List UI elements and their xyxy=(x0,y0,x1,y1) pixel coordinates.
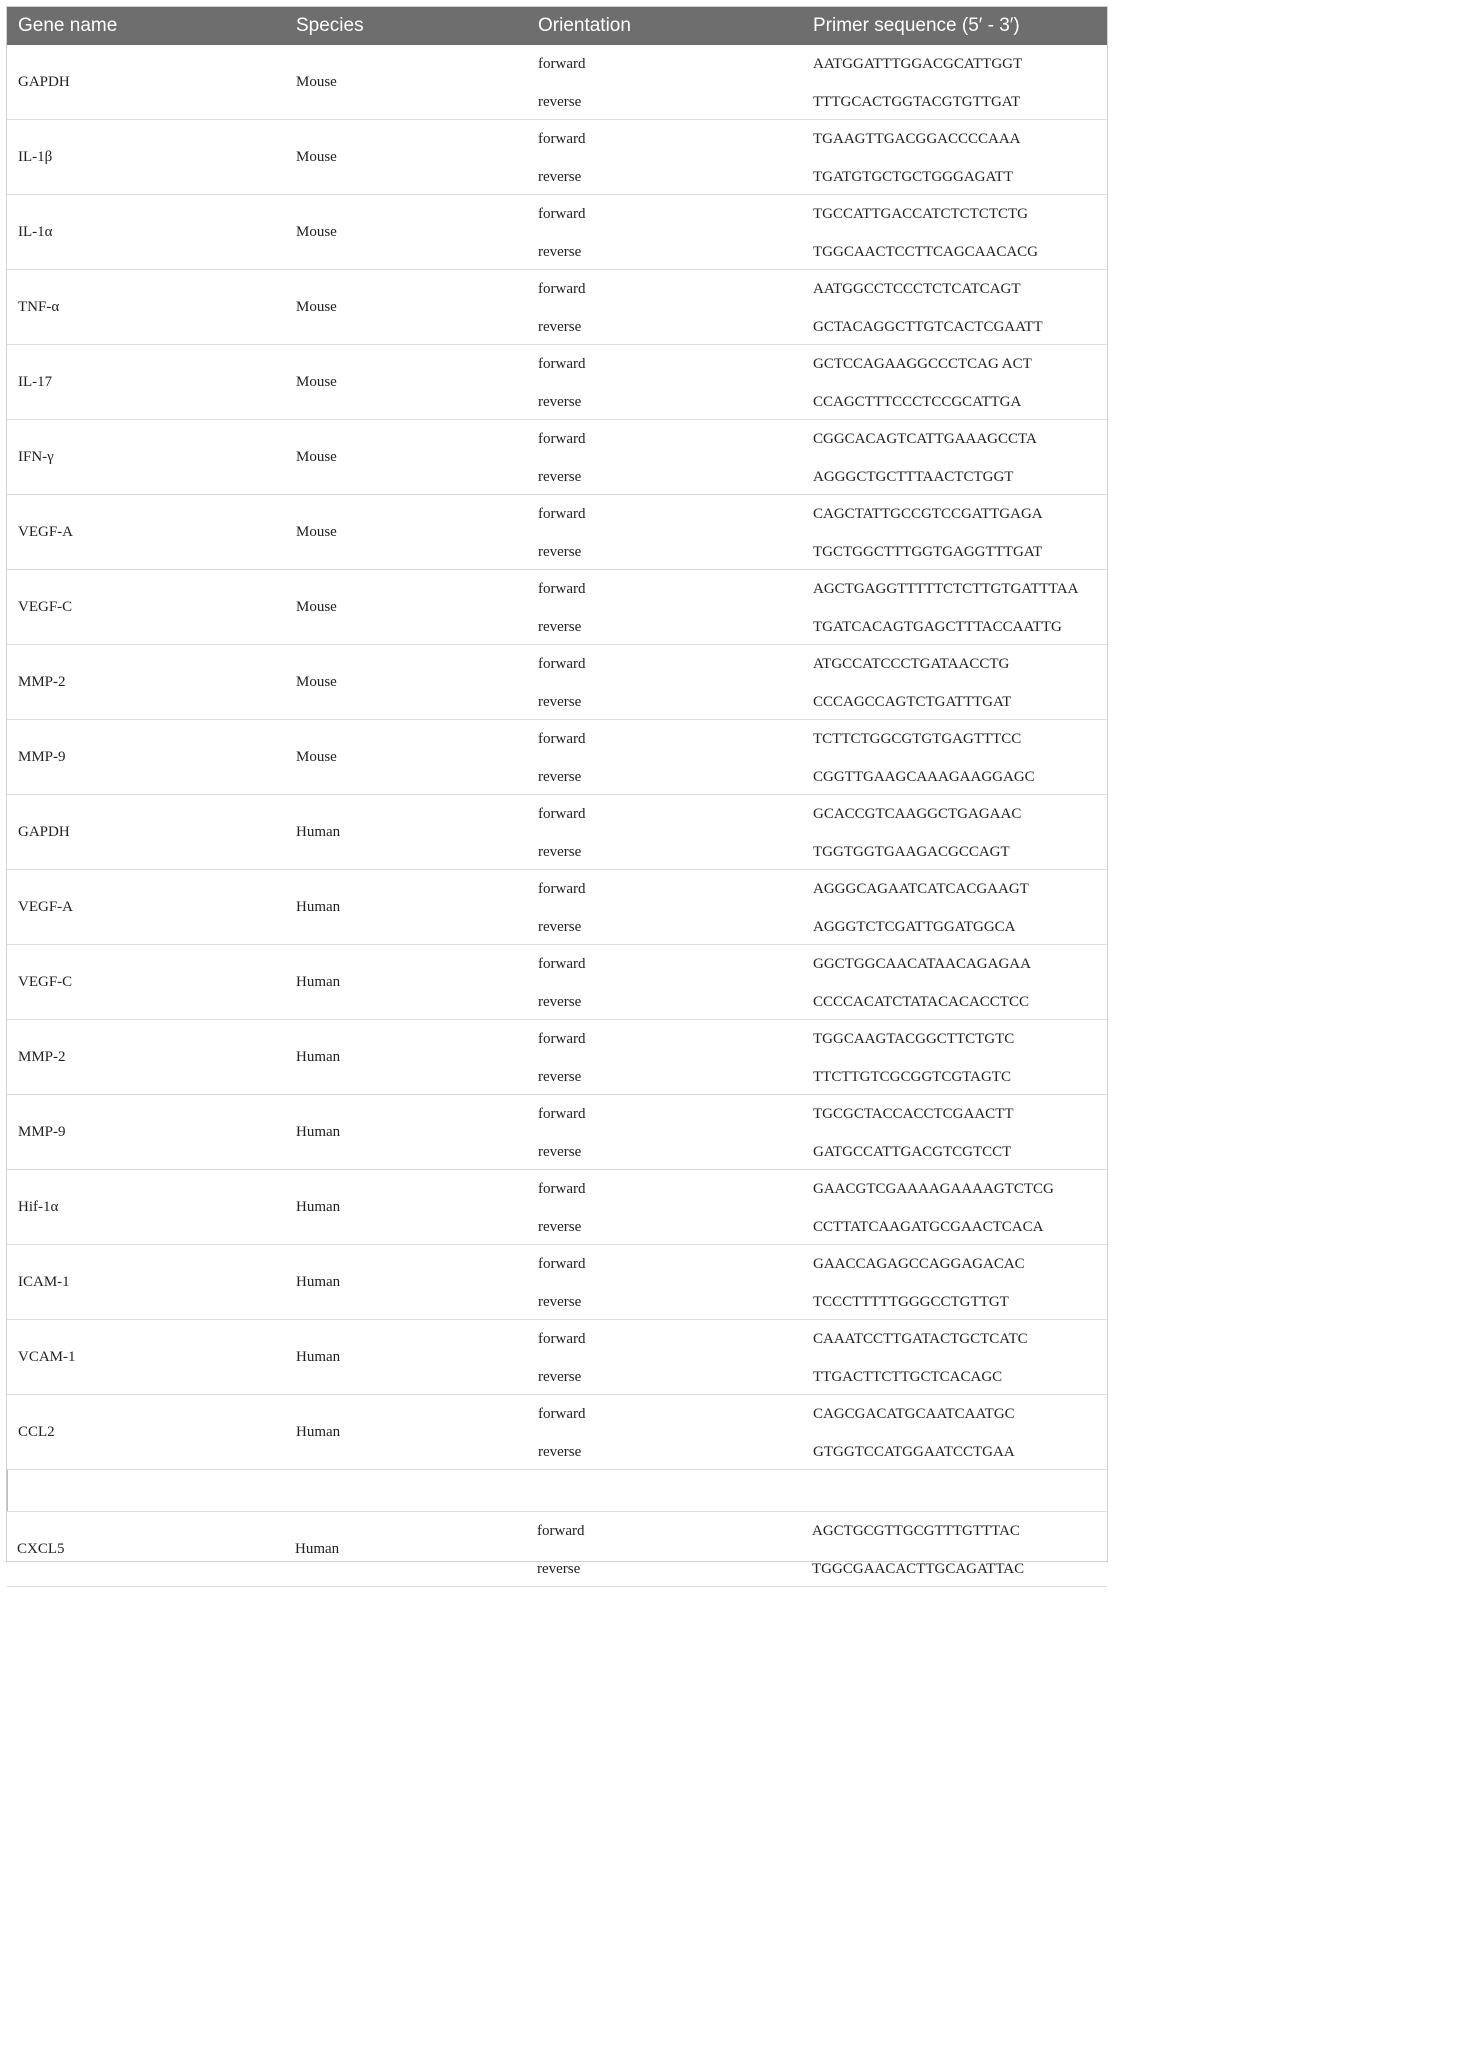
species: Mouse xyxy=(296,524,337,540)
table-row xyxy=(7,1512,1107,1587)
table-spacer-row xyxy=(7,1470,1107,1512)
orientation-reverse: reverse xyxy=(538,1444,582,1460)
species: Human xyxy=(296,1199,341,1215)
species: Mouse xyxy=(296,224,337,240)
species: Human xyxy=(296,974,341,990)
orientation-reverse: reverse xyxy=(538,1219,582,1235)
orientation-reverse: reverse xyxy=(538,619,582,635)
orientation-forward: forward xyxy=(538,956,586,972)
orientation-forward: forward xyxy=(538,281,586,297)
reverse-primer-sequence: TGATGTGCTGCTGGGAGATT xyxy=(813,169,1013,185)
forward-primer-sequence: CAGCGACATGCAATCAATGC xyxy=(813,1406,1015,1422)
species: Mouse xyxy=(296,749,337,765)
reverse-primer-sequence: TTTGCACTGGTACGTGTTGAT xyxy=(813,94,1021,110)
species: Human xyxy=(296,1049,341,1065)
species: Mouse xyxy=(296,449,337,465)
species: Mouse xyxy=(296,674,337,690)
orientation-forward: forward xyxy=(537,1523,585,1539)
orientation-reverse: reverse xyxy=(538,919,582,935)
primer-table xyxy=(6,6,1108,1577)
forward-primer-sequence: CGGCACAGTCATTGAAAGCCTA xyxy=(813,431,1037,447)
species: Mouse xyxy=(296,599,337,615)
species: Human xyxy=(296,1274,341,1290)
reverse-primer-sequence: CCAGCTTTCCCTCCGCATTGA xyxy=(813,394,1022,410)
gene-name: MMP-9 xyxy=(18,1124,66,1140)
forward-primer-sequence: TCTTCTGGCGTGTGAGTTTCC xyxy=(813,731,1022,747)
gene-name: IL-17 xyxy=(18,374,53,390)
gene-name: Hif-1α xyxy=(18,1199,59,1215)
species: Mouse xyxy=(296,74,337,90)
forward-primer-sequence: AGCTGCGTTGCGTTTGTTTAC xyxy=(812,1523,1020,1539)
reverse-primer-sequence: AGGGTCTCGATTGGATGGCA xyxy=(813,919,1016,935)
reverse-primer-sequence: TGGCAACTCCTTCAGCAACACG xyxy=(813,244,1039,260)
reverse-primer-sequence: CCCAGCCAGTCTGATTTGAT xyxy=(813,694,1012,710)
orientation-reverse: reverse xyxy=(538,1144,582,1160)
forward-primer-sequence: AGCTGAGGTTTTTCTCTTGTGATTTAA xyxy=(813,581,1079,597)
orientation-reverse: reverse xyxy=(538,169,582,185)
header-orientation: Orientation xyxy=(538,15,631,36)
forward-primer-sequence: AGGGCAGAATCATCACGAAGT xyxy=(813,881,1029,897)
forward-primer-sequence: AATGGCCTCCCTCTCATCAGT xyxy=(813,281,1021,297)
orientation-reverse: reverse xyxy=(538,1294,582,1310)
orientation-reverse: reverse xyxy=(538,244,582,260)
forward-primer-sequence: CAGCTATTGCCGTCCGATTGAGA xyxy=(813,506,1043,522)
reverse-primer-sequence: TTGACTTCTTGCTCACAGC xyxy=(813,1369,1003,1385)
orientation-reverse: reverse xyxy=(538,844,582,860)
table-row xyxy=(7,1320,1107,1395)
forward-primer-sequence: TGGCAAGTACGGCTTCTGTC xyxy=(813,1031,1015,1047)
gene-name: VEGF-C xyxy=(18,599,73,615)
gene-name: MMP-2 xyxy=(18,1049,66,1065)
gene-name: VEGF-A xyxy=(18,899,73,915)
orientation-forward: forward xyxy=(538,1031,586,1047)
orientation-forward: forward xyxy=(538,356,586,372)
gene-name: IFN-γ xyxy=(18,449,54,465)
header-gene-name: Gene name xyxy=(18,15,118,36)
species: Human xyxy=(296,1124,341,1140)
gene-name: CCL2 xyxy=(18,1424,55,1440)
species: Human xyxy=(296,1349,341,1365)
species: Human xyxy=(295,1541,340,1557)
reverse-primer-sequence: TGATCACAGTGAGCTTTACCAATTG xyxy=(813,619,1062,635)
reverse-primer-sequence: TCCCTTTTTGGGCCTGTTGT xyxy=(813,1294,1009,1310)
table-header xyxy=(7,7,1107,45)
reverse-primer-sequence: GTGGTCCATGGAATCCTGAA xyxy=(813,1444,1015,1460)
orientation-forward: forward xyxy=(538,656,586,672)
table-row xyxy=(7,195,1107,270)
orientation-forward: forward xyxy=(538,1181,586,1197)
reverse-primer-sequence: CGGTTGAAGCAAAGAAGGAGC xyxy=(813,769,1035,785)
orientation-forward: forward xyxy=(538,806,586,822)
table-row xyxy=(7,1095,1107,1170)
orientation-forward: forward xyxy=(538,56,586,72)
forward-primer-sequence: AATGGATTTGGACGCATTGGT xyxy=(813,56,1023,72)
gene-name: VCAM-1 xyxy=(18,1349,76,1365)
forward-primer-sequence: GGCTGGCAACATAACAGAGAA xyxy=(813,956,1031,972)
spacer-border-mark xyxy=(7,1470,8,1511)
table-row xyxy=(7,1020,1107,1095)
species: Mouse xyxy=(296,374,337,390)
header-primer-sequence: Primer sequence (5′ - 3′) xyxy=(813,15,1020,36)
orientation-reverse: reverse xyxy=(538,319,582,335)
table-row xyxy=(7,720,1107,795)
table-row xyxy=(7,795,1107,870)
table-row xyxy=(7,1170,1107,1245)
orientation-forward: forward xyxy=(538,581,586,597)
species: Human xyxy=(296,899,341,915)
table-row xyxy=(7,1395,1107,1470)
orientation-reverse: reverse xyxy=(538,994,582,1010)
orientation-forward: forward xyxy=(538,1331,586,1347)
gene-name: MMP-2 xyxy=(18,674,66,690)
orientation-forward: forward xyxy=(538,881,586,897)
orientation-forward: forward xyxy=(538,731,586,747)
species: Mouse xyxy=(296,299,337,315)
reverse-primer-sequence: TGCTGGCTTTGGTGAGGTTTGAT xyxy=(813,544,1043,560)
gene-name: GAPDH xyxy=(18,74,70,90)
reverse-primer-sequence: CCTTATCAAGATGCGAACTCACA xyxy=(813,1219,1044,1235)
orientation-forward: forward xyxy=(538,431,586,447)
orientation-reverse: reverse xyxy=(537,1561,581,1577)
table-row xyxy=(7,270,1107,345)
forward-primer-sequence: CAAATCCTTGATACTGCTCATC xyxy=(813,1331,1028,1347)
table-row xyxy=(7,570,1107,645)
orientation-reverse: reverse xyxy=(538,469,582,485)
orientation-forward: forward xyxy=(538,206,586,222)
gene-name: IL-1α xyxy=(18,224,53,240)
orientation-reverse: reverse xyxy=(538,1369,582,1385)
gene-name: ICAM-1 xyxy=(18,1274,70,1290)
reverse-primer-sequence: GATGCCATTGACGTCGTCCT xyxy=(813,1144,1012,1160)
orientation-reverse: reverse xyxy=(538,769,582,785)
orientation-forward: forward xyxy=(538,506,586,522)
forward-primer-sequence: TGAAGTTGACGGACCCCAAA xyxy=(813,131,1021,147)
gene-name: CXCL5 xyxy=(17,1541,65,1557)
orientation-reverse: reverse xyxy=(538,1069,582,1085)
gene-name: TNF-α xyxy=(18,299,60,315)
orientation-reverse: reverse xyxy=(538,94,582,110)
species: Human xyxy=(296,824,341,840)
gene-name: VEGF-C xyxy=(18,974,73,990)
forward-primer-sequence: GCACCGTCAAGGCTGAGAAC xyxy=(813,806,1022,822)
gene-name: IL-1β xyxy=(18,149,53,165)
orientation-reverse: reverse xyxy=(538,544,582,560)
header-species: Species xyxy=(296,15,364,36)
table-row xyxy=(7,345,1107,420)
table-row xyxy=(7,1245,1107,1320)
table-row xyxy=(7,870,1107,945)
table-row xyxy=(7,495,1107,570)
forward-primer-sequence: ATGCCATCCCTGATAACCTG xyxy=(813,656,1010,672)
orientation-forward: forward xyxy=(538,1406,586,1422)
reverse-primer-sequence: TGGTGGTGAAGACGCCAGT xyxy=(813,844,1010,860)
reverse-primer-sequence: CCCCACATCTATACACACCTCC xyxy=(813,994,1029,1010)
orientation-forward: forward xyxy=(538,131,586,147)
orientation-reverse: reverse xyxy=(538,394,582,410)
orientation-reverse: reverse xyxy=(538,694,582,710)
reverse-primer-sequence: AGGGCTGCTTTAACTCTGGT xyxy=(813,469,1014,485)
species: Mouse xyxy=(296,149,337,165)
table-row xyxy=(7,120,1107,195)
gene-name: VEGF-A xyxy=(18,524,73,540)
orientation-forward: forward xyxy=(538,1256,586,1272)
forward-primer-sequence: GAACCAGAGCCAGGAGACAC xyxy=(813,1256,1025,1272)
reverse-primer-sequence: TGGCGAACACTTGCAGATTAC xyxy=(812,1561,1025,1577)
reverse-primer-sequence: GCTACAGGCTTGTCACTCGAATT xyxy=(813,319,1043,335)
reverse-primer-sequence: TTCTTGTCGCGGTCGTAGTC xyxy=(813,1069,1011,1085)
gene-name: MMP-9 xyxy=(18,749,66,765)
gene-name: GAPDH xyxy=(18,824,70,840)
forward-primer-sequence: GAACGTCGAAAAGAAAAGTCTCG xyxy=(813,1181,1054,1197)
orientation-forward: forward xyxy=(538,1106,586,1122)
table-row xyxy=(7,45,1107,120)
forward-primer-sequence: TGCCATTGACCATCTCTCTCTG xyxy=(813,206,1029,222)
table-row xyxy=(7,645,1107,720)
species: Human xyxy=(296,1424,341,1440)
forward-primer-sequence: GCTCCAGAAGGCCCTCAG ACT xyxy=(813,356,1032,372)
table-row xyxy=(7,420,1107,495)
forward-primer-sequence: TGCGCTACCACCTCGAACTT xyxy=(813,1106,1014,1122)
table-row xyxy=(7,945,1107,1020)
